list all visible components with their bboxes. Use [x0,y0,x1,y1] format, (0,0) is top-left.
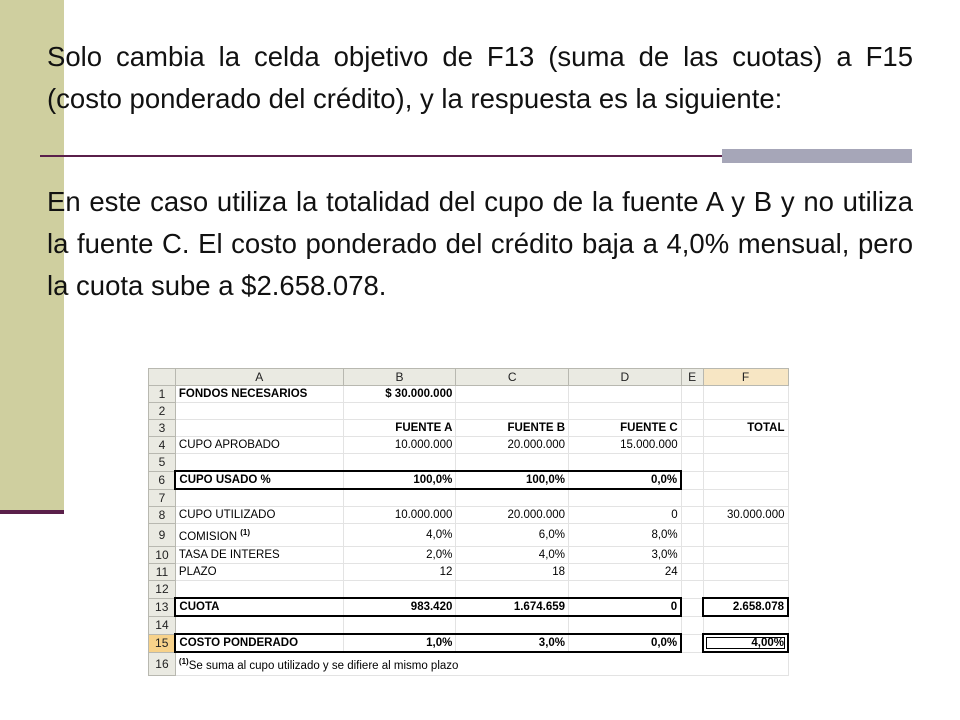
cell-b3[interactable]: FUENTE A [343,420,456,437]
cell-c3[interactable]: FUENTE B [456,420,569,437]
cell-c12[interactable] [456,581,569,599]
cell-e5[interactable] [681,454,703,472]
row-header[interactable]: 9 [149,524,176,547]
cell-f14[interactable] [703,616,788,634]
cell-a11[interactable]: PLAZO [175,564,343,581]
cell-f3[interactable]: TOTAL [703,420,788,437]
row-header[interactable]: 10 [149,547,176,564]
cell-a3[interactable] [175,420,343,437]
cell-e14[interactable] [681,616,703,634]
table-row [149,454,789,472]
cell-c13[interactable]: 1.674.659 [456,598,569,616]
cell-c1[interactable] [456,386,569,403]
column-header-e[interactable]: E [681,369,703,386]
table-row [149,489,789,507]
cell-b4[interactable]: 10.000.000 [343,437,456,454]
cell-b2[interactable] [343,403,456,420]
cell-c8[interactable]: 20.000.000 [456,507,569,524]
cell-a12[interactable] [175,581,343,599]
cell-c9[interactable]: 6,0% [456,524,569,547]
footnote-marker: (1) [240,527,251,537]
cell-a15[interactable]: COSTO PONDERADO [175,634,343,652]
cell-e12[interactable] [681,581,703,599]
cell-f5[interactable] [703,454,788,472]
column-header-d[interactable]: D [569,369,682,386]
cell-a13[interactable]: CUOTA [175,598,343,616]
cell-b8[interactable]: 10.000.000 [343,507,456,524]
row-header[interactable]: 12 [149,581,176,599]
cell-d12[interactable] [569,581,682,599]
cell-c7[interactable] [456,489,569,507]
table-row [149,547,789,564]
row-header-selected[interactable]: 15 [149,634,176,652]
cell-b10[interactable]: 2,0% [343,547,456,564]
cell-a4[interactable]: CUPO APROBADO [175,437,343,454]
cell-f7[interactable] [703,489,788,507]
cell-a1[interactable]: FONDOS NECESARIOS [175,386,343,403]
cell-e11[interactable] [681,564,703,581]
cell-a8[interactable]: CUPO UTILIZADO [175,507,343,524]
row-header[interactable]: 6 [149,471,176,489]
intro-paragraph: Solo cambia la celda objetivo de F13 (suma de las cuotas) a F15 (costo ponderado del crédito), y la respuesta es la siguiente: [47,41,913,114]
cell-f12[interactable] [703,581,788,599]
cell-d4[interactable]: 15.000.000 [569,437,682,454]
cell-d9[interactable]: 8,0% [569,524,682,547]
cell-d15[interactable]: 0,0% [569,634,682,652]
cell-c15[interactable]: 3,0% [456,634,569,652]
cell-f13[interactable]: 2.658.078 [703,598,788,616]
cell-d7[interactable] [569,489,682,507]
row-header[interactable]: 14 [149,616,176,634]
table-row [149,652,789,676]
cell-f9[interactable] [703,524,788,547]
cell-e4[interactable] [681,437,703,454]
row-header[interactable]: 2 [149,403,176,420]
divider-accent [722,149,912,163]
cell-f15-selected[interactable]: 4,00% [703,634,788,652]
cell-b6[interactable]: 100,0% [343,471,456,489]
cell-f8[interactable]: 30.000.000 [703,507,788,524]
table-row [149,598,789,616]
table-row [149,386,789,403]
table-row [149,471,789,489]
cell-a9-text: COMISION [178,530,238,543]
cell-c14[interactable] [456,616,569,634]
decorative-side-line [0,510,64,514]
row-header[interactable]: 3 [149,420,176,437]
column-header-row [149,369,789,386]
table-row [149,634,789,652]
cell-b1[interactable]: $ 30.000.000 [343,386,456,403]
cell-b15[interactable]: 1,0% [343,634,456,652]
cell-c6[interactable]: 100,0% [456,471,569,489]
cell-d3[interactable]: FUENTE C [569,420,682,437]
cell-f6[interactable] [703,471,788,489]
table-row [149,524,789,547]
cell-f4[interactable] [703,437,788,454]
cell-b7[interactable] [343,489,456,507]
table-row [149,420,789,437]
cell-f10[interactable] [703,547,788,564]
table-row [149,403,789,420]
cell-c2[interactable] [456,403,569,420]
cell-a10[interactable]: TASA DE INTERES [175,547,343,564]
table-row [149,564,789,581]
cell-b11[interactable]: 12 [343,564,456,581]
cell-b13[interactable]: 983.420 [343,598,456,616]
footnote-marker: (1) [178,656,189,666]
spreadsheet [148,368,789,670]
row-header[interactable]: 13 [149,598,176,616]
cell-d11[interactable]: 24 [569,564,682,581]
row-header[interactable]: 5 [149,454,176,472]
cell-d10[interactable]: 3,0% [569,547,682,564]
column-header-a[interactable]: A [175,369,343,386]
explanation-paragraph: En este caso utiliza la totalidad del cupo de la fuente A y B y no utiliza la fuente C. El costo ponderado del crédito baja a 4,0% mensual, pero la cuota sube a $2.658.078. [47,186,913,301]
column-header-b[interactable]: B [343,369,456,386]
cell-d5[interactable] [569,454,682,472]
cell-a9[interactable] [175,524,343,547]
cell-e3[interactable] [681,420,703,437]
cell-e10[interactable] [681,547,703,564]
row-header[interactable]: 4 [149,437,176,454]
cell-f11[interactable] [703,564,788,581]
footnote-text: Se suma al cupo utilizado y se difiere al mismo plazo [188,659,459,672]
cell-e2[interactable] [681,403,703,420]
row-header[interactable]: 8 [149,507,176,524]
cell-b9[interactable]: 4,0% [343,524,456,547]
cell-a7[interactable] [175,489,343,507]
cell-d13[interactable]: 0 [569,598,682,616]
row-header[interactable]: 7 [149,489,176,507]
cell-b12[interactable] [343,581,456,599]
cell-d1[interactable] [569,386,682,403]
cell-a2[interactable] [175,403,343,420]
cell-b14[interactable] [343,616,456,634]
cell-e1[interactable] [681,386,703,403]
spreadsheet-grid [148,368,789,676]
select-all-corner[interactable] [149,369,176,386]
cell-e9[interactable] [681,524,703,547]
row-header[interactable]: 1 [149,386,176,403]
cell-d8[interactable]: 0 [569,507,682,524]
table-row [149,616,789,634]
cell-a5[interactable] [175,454,343,472]
cell-f1[interactable] [703,386,788,403]
cell-c10[interactable]: 4,0% [456,547,569,564]
cell-d2[interactable] [569,403,682,420]
column-header-c[interactable]: C [456,369,569,386]
table-row [149,507,789,524]
cell-e6[interactable] [681,471,703,489]
cell-d6[interactable]: 0,0% [569,471,682,489]
cell-a14[interactable] [175,616,343,634]
cell-d14[interactable] [569,616,682,634]
row-header[interactable]: 16 [149,652,176,676]
footnote-cell[interactable] [175,652,788,676]
cell-e13[interactable] [681,598,703,616]
cell-e7[interactable] [681,489,703,507]
column-header-f[interactable]: F [703,369,788,386]
cell-e15[interactable] [681,634,703,652]
cell-e8[interactable] [681,507,703,524]
cell-b5[interactable] [343,454,456,472]
cell-a6[interactable]: CUPO USADO % [175,471,343,489]
cell-f2[interactable] [703,403,788,420]
cell-c11[interactable]: 18 [456,564,569,581]
table-row [149,437,789,454]
cell-c5[interactable] [456,454,569,472]
table-row [149,581,789,599]
row-header[interactable]: 11 [149,564,176,581]
cell-c4[interactable]: 20.000.000 [456,437,569,454]
